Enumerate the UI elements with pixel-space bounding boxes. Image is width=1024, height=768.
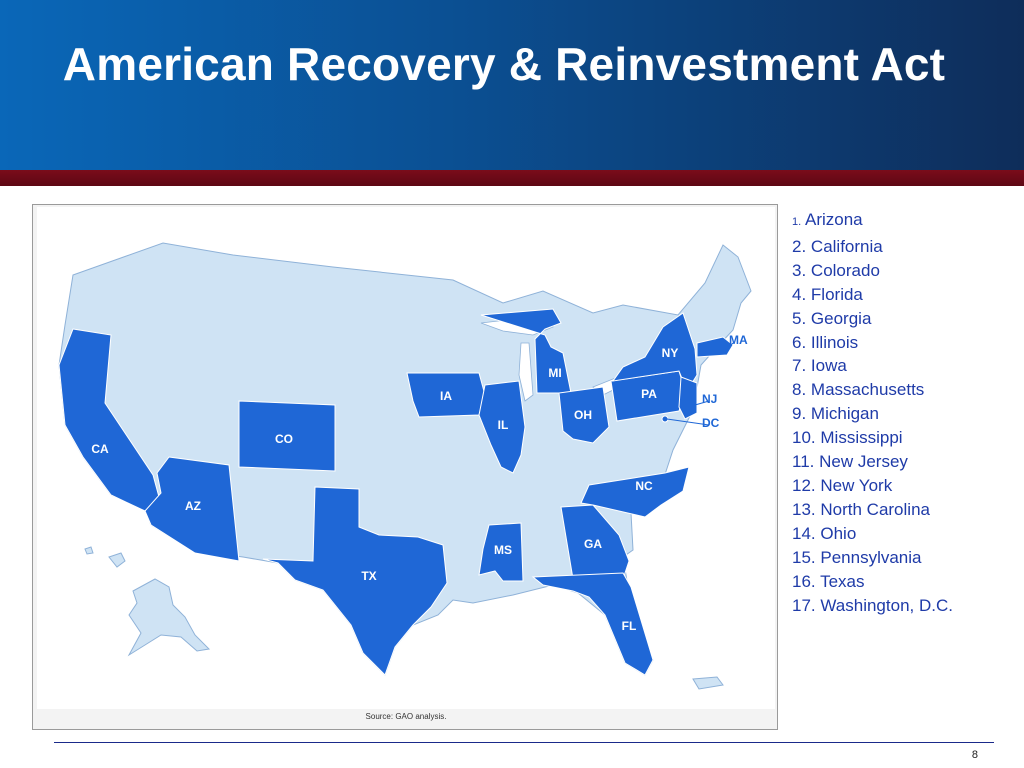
state-list-name: Texas <box>820 571 865 591</box>
label-fl: FL <box>621 619 637 633</box>
state-list-name: Illinois <box>810 332 859 352</box>
state-list-item <box>792 498 1017 522</box>
label-pa: PA <box>641 387 657 401</box>
header-accent-band <box>0 170 1024 186</box>
label-il: IL <box>497 418 509 432</box>
state-list-number: 9. <box>792 404 807 424</box>
state-list-number: 5. <box>792 308 807 328</box>
state-list-item <box>792 570 1017 594</box>
slide-title: American Recovery & Reinvestment Act <box>62 38 946 90</box>
state-list-number: 8. <box>792 380 807 400</box>
label-ny: NY <box>661 346 679 360</box>
state-list-item <box>792 426 1017 450</box>
state-list-name: Florida <box>810 284 863 304</box>
state-list-item <box>792 594 1017 618</box>
state-list-item <box>792 522 1017 546</box>
state-list-item <box>792 402 1017 426</box>
state-list-name: New Jersey <box>819 452 908 472</box>
label-az: AZ <box>185 499 201 513</box>
us-map-panel <box>32 204 778 730</box>
state-list-name: Washington, D.C. <box>820 595 953 615</box>
state-list-name: Georgia <box>810 308 872 328</box>
state-list-item <box>792 474 1017 498</box>
state-list-name: Mississippi <box>820 428 903 448</box>
label-ms: MS <box>494 543 512 557</box>
label-co: CO <box>275 432 293 446</box>
state-list-number: 1. <box>792 216 802 228</box>
state-list-item <box>792 235 1017 259</box>
state-list-name: Massachusetts <box>810 380 925 400</box>
state-list-item <box>792 354 1017 378</box>
label-ca: CA <box>91 442 109 456</box>
state-list-item <box>792 208 1017 235</box>
state-list-name: Pennsylvania <box>820 547 922 567</box>
label-nj: NJ <box>702 392 718 406</box>
page-number: 8 <box>971 749 978 761</box>
label-oh: OH <box>574 408 592 422</box>
label-ia: IA <box>440 389 452 403</box>
state-list-item <box>792 283 1017 307</box>
state-list-item <box>792 546 1017 570</box>
label-nc: NC <box>635 479 653 493</box>
state-list-number: 6. <box>792 332 807 352</box>
state-list-number: 15. <box>792 547 816 567</box>
state-list-item <box>792 450 1017 474</box>
state-list-name: Ohio <box>820 523 857 543</box>
map-source-note: Source: GAO analysis. <box>365 712 447 721</box>
state-list-item <box>792 378 1017 402</box>
state-list-number: 10. <box>792 428 816 448</box>
state-list-name: Michigan <box>810 404 879 424</box>
state-list-name: New York <box>820 475 893 495</box>
state-list-number: 7. <box>792 356 807 376</box>
label-ga: GA <box>584 537 602 551</box>
label-tx: TX <box>361 569 377 583</box>
state-list-item <box>792 259 1017 283</box>
state-list-name: California <box>810 236 883 256</box>
state-list-number: 11. <box>792 452 815 472</box>
state-list-item <box>792 331 1017 355</box>
slide-header <box>0 0 1024 170</box>
state-list-name: Iowa <box>810 356 847 376</box>
state-list-name: Colorado <box>810 260 880 280</box>
state-list-number: 13. <box>792 499 816 519</box>
state-list-number: 14. <box>792 523 816 543</box>
label-ma: MA <box>729 333 748 347</box>
us-map <box>33 205 779 731</box>
state-list-number: 3. <box>792 260 807 280</box>
state-list <box>792 208 1017 617</box>
state-list-name: North Carolina <box>820 499 930 519</box>
state-list-number: 17. <box>792 595 816 615</box>
state-list-number: 4. <box>792 284 807 304</box>
state-list-number: 16. <box>792 571 816 591</box>
state-list-item <box>792 307 1017 331</box>
state-nj <box>679 377 697 419</box>
label-mi: MI <box>548 366 562 380</box>
label-dc: DC <box>702 416 720 430</box>
state-list-number: 12. <box>792 475 816 495</box>
footer-rule <box>54 742 994 743</box>
state-list-number: 2. <box>792 236 807 256</box>
state-list-name: Arizona <box>804 210 863 229</box>
